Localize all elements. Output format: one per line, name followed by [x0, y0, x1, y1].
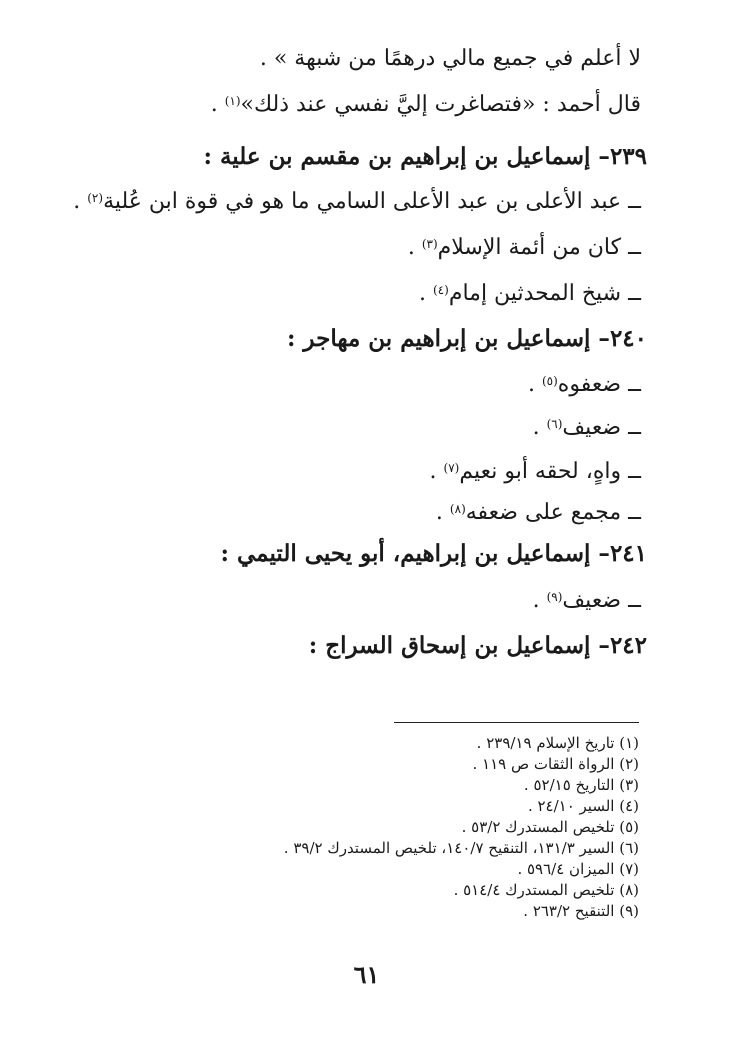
footnote-6: (٦) السير ١٣١/٣، التنقيح ١٤٠/٧، تلخيص المستدرك ٣٩/٢ . [283, 839, 639, 857]
entry-240-item-3 [430, 457, 642, 487]
item-text: ــ واهٍ، لحقه أبو نعيم [459, 459, 641, 484]
footnote-divider [394, 722, 639, 723]
entry-240-item-4 [436, 498, 641, 528]
entry-heading-239: ٢٣٩– إسماعيل بن إبراهيم بن مقسم بن علية : [203, 143, 647, 170]
footnote-ref[interactable]: (١) [224, 94, 241, 108]
entry-241-item-1 [533, 586, 641, 616]
footnote-ref[interactable]: (٣) [421, 237, 438, 251]
footnote-ref[interactable]: (٩) [546, 590, 563, 604]
footnote-ref[interactable]: (٥) [541, 374, 558, 388]
item-text: ــ كان من أئمة الإسلام [437, 235, 641, 260]
footnote-1: (١) تاريخ الإسلام ٢٣٩/١٩ . [476, 734, 639, 752]
entry-heading-240: ٢٤٠– إسماعيل بن إبراهيم بن مهاجر : [286, 325, 647, 352]
footnote-9: (٩) التنقيح ٢٦٣/٢ . [523, 902, 639, 920]
footnote-ref[interactable]: (٧) [443, 461, 460, 475]
entry-240-item-1 [528, 370, 641, 400]
item-end: . [532, 415, 547, 440]
page-number: ٦١ [353, 960, 380, 989]
entry-239-item-2 [408, 233, 641, 263]
body-line-1-text: لا أعلم في جميع مالي درهمًا من شبهة » . [259, 46, 641, 71]
footnote-ref[interactable]: (٢) [87, 191, 104, 205]
body-line-2-text: قال أحمد : «فتصاغرت إليَّ نفسي عند ذلك» [240, 92, 641, 117]
footnote-2: (٢) الرواة الثقات ص ١١٩ . [472, 755, 639, 773]
footnote-4: (٤) السير ٢٤/١٠ . [527, 797, 639, 815]
item-text: ــ ضعيف [562, 588, 641, 613]
footnote-ref[interactable]: (٤) [433, 283, 449, 297]
entry-239-item-1 [73, 187, 641, 217]
body-line-2 [211, 90, 641, 120]
entry-heading-241: ٢٤١– إسماعيل بن إبراهيم، أبو يحيى التيمي : [220, 540, 647, 567]
item-end: . [532, 588, 547, 613]
item-end: . [429, 459, 444, 484]
footnote-5: (٥) تلخيص المستدرك ٥٣/٢ . [461, 818, 639, 836]
item-end: . [527, 372, 542, 397]
item-text: ــ ضعيف [562, 415, 641, 440]
entry-239-item-3 [419, 279, 641, 309]
body-line-2-end: . [210, 92, 225, 117]
entry-heading-242: ٢٤٢– إسماعيل بن إسحاق السراج : [308, 632, 647, 659]
item-end: . [435, 500, 450, 525]
body-line-1 [260, 44, 641, 74]
item-text: ــ مجمع على ضعفه [465, 500, 641, 525]
item-text: ــ شيخ المحدثين إمام [448, 281, 641, 306]
footnote-7: (٧) الميزان ٥٩٦/٤ . [517, 860, 639, 878]
item-end: . [419, 281, 434, 306]
item-text: ــ ضعفوه [557, 372, 641, 397]
footnote-ref[interactable]: (٨) [449, 502, 466, 516]
footnote-3: (٣) التاريخ ٥٢/١٥ . [523, 776, 639, 794]
footnote-ref[interactable]: (٦) [546, 417, 563, 431]
item-end: . [73, 189, 88, 214]
entry-240-item-2 [533, 413, 641, 443]
item-end: . [407, 235, 422, 260]
item-text: ــ عبد الأعلى بن عبد الأعلى السامي ما هو في قوة ابن عُلية [103, 189, 641, 214]
footnote-8: (٨) تلخيص المستدرك ٥١٤/٤ . [453, 881, 639, 899]
